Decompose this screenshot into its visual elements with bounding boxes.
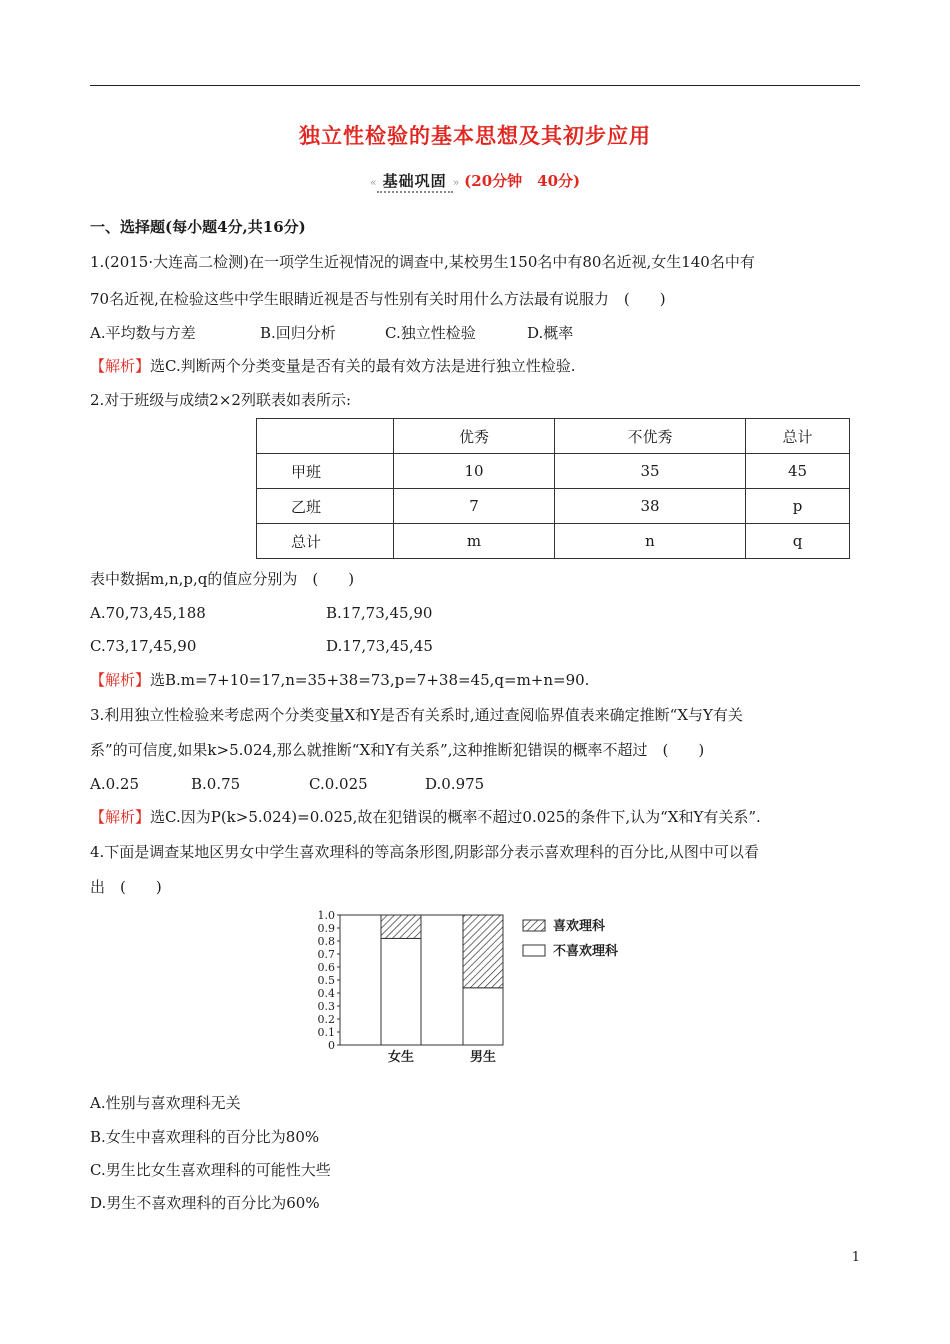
y-tick-label: 0.5 (317, 974, 335, 987)
badge-row (0, 170, 950, 193)
time-note: (20分钟 40分) (464, 172, 581, 190)
y-tick-label: 1.0 (317, 909, 335, 922)
q2-options-row1 (90, 603, 880, 623)
page-number: 1 (851, 1250, 860, 1265)
bar-segment (381, 915, 421, 938)
q2-stem: 2.对于班级与成绩2×2列联表如表所示: (90, 391, 352, 409)
page-title: 独立性检验的基本思想及其初步应用 (299, 123, 651, 148)
q1-option-d: D.概率 (527, 324, 574, 342)
q1-options (90, 323, 880, 343)
table-cell (257, 419, 394, 454)
bar-segment (463, 988, 503, 1045)
stacked-bar-chart (305, 905, 645, 1075)
quote-left-icon: « (369, 176, 377, 189)
q4-option-b: B.女生中喜欢理科的百分比为80% (90, 1128, 320, 1146)
q2-option-d: D.17,73,45,45 (326, 637, 433, 655)
q1-line1: 1.(2015·大连高二检测)在一项学生近视情况的调查中,某校男生150名中有80名近视,女生140名中有 (90, 253, 755, 271)
q4-line1: 4.下面是调查某地区男女中学生喜欢理科的等高条形图,阴影部分表示喜欢理科的百分比,从图中可以看 (90, 843, 759, 861)
chart-bars (381, 915, 503, 1045)
section-heading: 一、选择题(每小题4分,共16分) (90, 218, 306, 236)
q3-options (90, 774, 880, 794)
q1-option-c: C.独立性检验 (385, 324, 476, 342)
y-tick-label: 0.9 (317, 922, 335, 935)
contingency-table (256, 418, 850, 559)
table-cell: q (746, 524, 850, 559)
table-cell: 甲班 (257, 454, 394, 489)
y-tick-label: 0.1 (317, 1026, 335, 1039)
table-row (257, 489, 850, 524)
q2-analysis-tag: 【解析】 (90, 671, 151, 689)
q3-option-d: D.0.975 (425, 775, 485, 793)
q3-analysis-tag: 【解析】 (90, 808, 151, 826)
q2-options-row2 (90, 636, 880, 656)
y-tick-label: 0.8 (317, 935, 335, 948)
q1-analysis (90, 356, 880, 376)
table-cell: m (394, 524, 555, 559)
table-header-row (257, 419, 850, 454)
q1-analysis-tag: 【解析】 (90, 357, 151, 375)
q2-option-c: C.73,17,45,90 (90, 637, 197, 655)
q2-option-a: A.70,73,45,188 (90, 604, 206, 622)
table-cell: n (555, 524, 746, 559)
y-tick-label: 0.3 (317, 1000, 335, 1013)
y-tick-label: 0 (328, 1039, 335, 1052)
q4-line2: 出 ( ) (90, 878, 162, 896)
table-cell: 7 (394, 489, 555, 524)
q1-option-a: A.平均数与方差 (90, 324, 196, 342)
q1-analysis-text: 选C.判断两个分类变量是否有关的最有效方法是进行独立性检验. (150, 357, 576, 375)
q1-line2: 70名近视,在检验这些中学生眼睛近视是否与性别有关时用什么方法最有说服力 ( ) (90, 290, 666, 308)
bar-segment (463, 915, 503, 988)
section-badge: 基础巩固 (377, 170, 453, 193)
q2-option-b: B.17,73,45,90 (326, 604, 433, 622)
q4-option-c: C.男生比女生喜欢理科的可能性大些 (90, 1161, 331, 1179)
q2-analysis (90, 670, 880, 690)
table-cell: 总计 (746, 419, 850, 454)
table-cell: 45 (746, 454, 850, 489)
table-cell: 不优秀 (555, 419, 746, 454)
y-tick-label: 0.6 (317, 961, 335, 974)
q4-option-d: D.男生不喜欢理科的百分比为60% (90, 1194, 320, 1212)
y-tick-label: 0.7 (317, 948, 335, 961)
x-category-label: 女生 (387, 1050, 415, 1065)
legend-swatch (523, 920, 545, 931)
q3-line1: 3.利用独立性检验来考虑两个分类变量X和Y是否有关系时,通过查阅临界值表来确定推断“X与Y有关 (90, 706, 743, 724)
table-cell: 10 (394, 454, 555, 489)
legend-label: 喜欢理科 (553, 919, 606, 934)
top-rule (90, 85, 860, 86)
q3-option-c: C.0.025 (309, 775, 368, 793)
q3-analysis (90, 807, 880, 827)
y-tick-label: 0.2 (317, 1013, 335, 1026)
legend-label: 不喜欢理科 (553, 944, 619, 959)
table-row (257, 524, 850, 559)
q1-option-b: B.回归分析 (260, 324, 336, 342)
bar-segment (381, 938, 421, 1045)
q3-option-b: B.0.75 (191, 775, 241, 793)
table-row (257, 454, 850, 489)
legend-swatch (523, 945, 545, 956)
table-cell: 优秀 (394, 419, 555, 454)
table-cell: 38 (555, 489, 746, 524)
y-tick-label: 0.4 (317, 987, 335, 1000)
q2-analysis-text: 选B.m=7+10=17,n=35+38=73,p=7+38=45,q=m+n=90. (150, 671, 590, 689)
table-cell: p (746, 489, 850, 524)
chart-legend (523, 918, 619, 959)
table-cell: 乙班 (257, 489, 394, 524)
q4-option-a: A.性别与喜欢理科无关 (90, 1094, 241, 1112)
quote-right-icon: » (452, 176, 460, 189)
table-cell: 总计 (257, 524, 394, 559)
q2-after-table: 表中数据m,n,p,q的值应分别为 ( ) (90, 570, 355, 588)
table-cell: 35 (555, 454, 746, 489)
q3-line2: 系”的可信度,如果k>5.024,那么就推断“X和Y有关系”,这种推断犯错误的概率不超过 ( ) (90, 741, 705, 759)
q3-option-a: A.0.25 (90, 775, 139, 793)
q3-analysis-text: 选C.因为P(k>5.024)=0.025,故在犯错误的概率不超过0.025的条件下,认为“X和Y有关系”. (150, 808, 761, 826)
x-category-label: 男生 (469, 1050, 497, 1065)
